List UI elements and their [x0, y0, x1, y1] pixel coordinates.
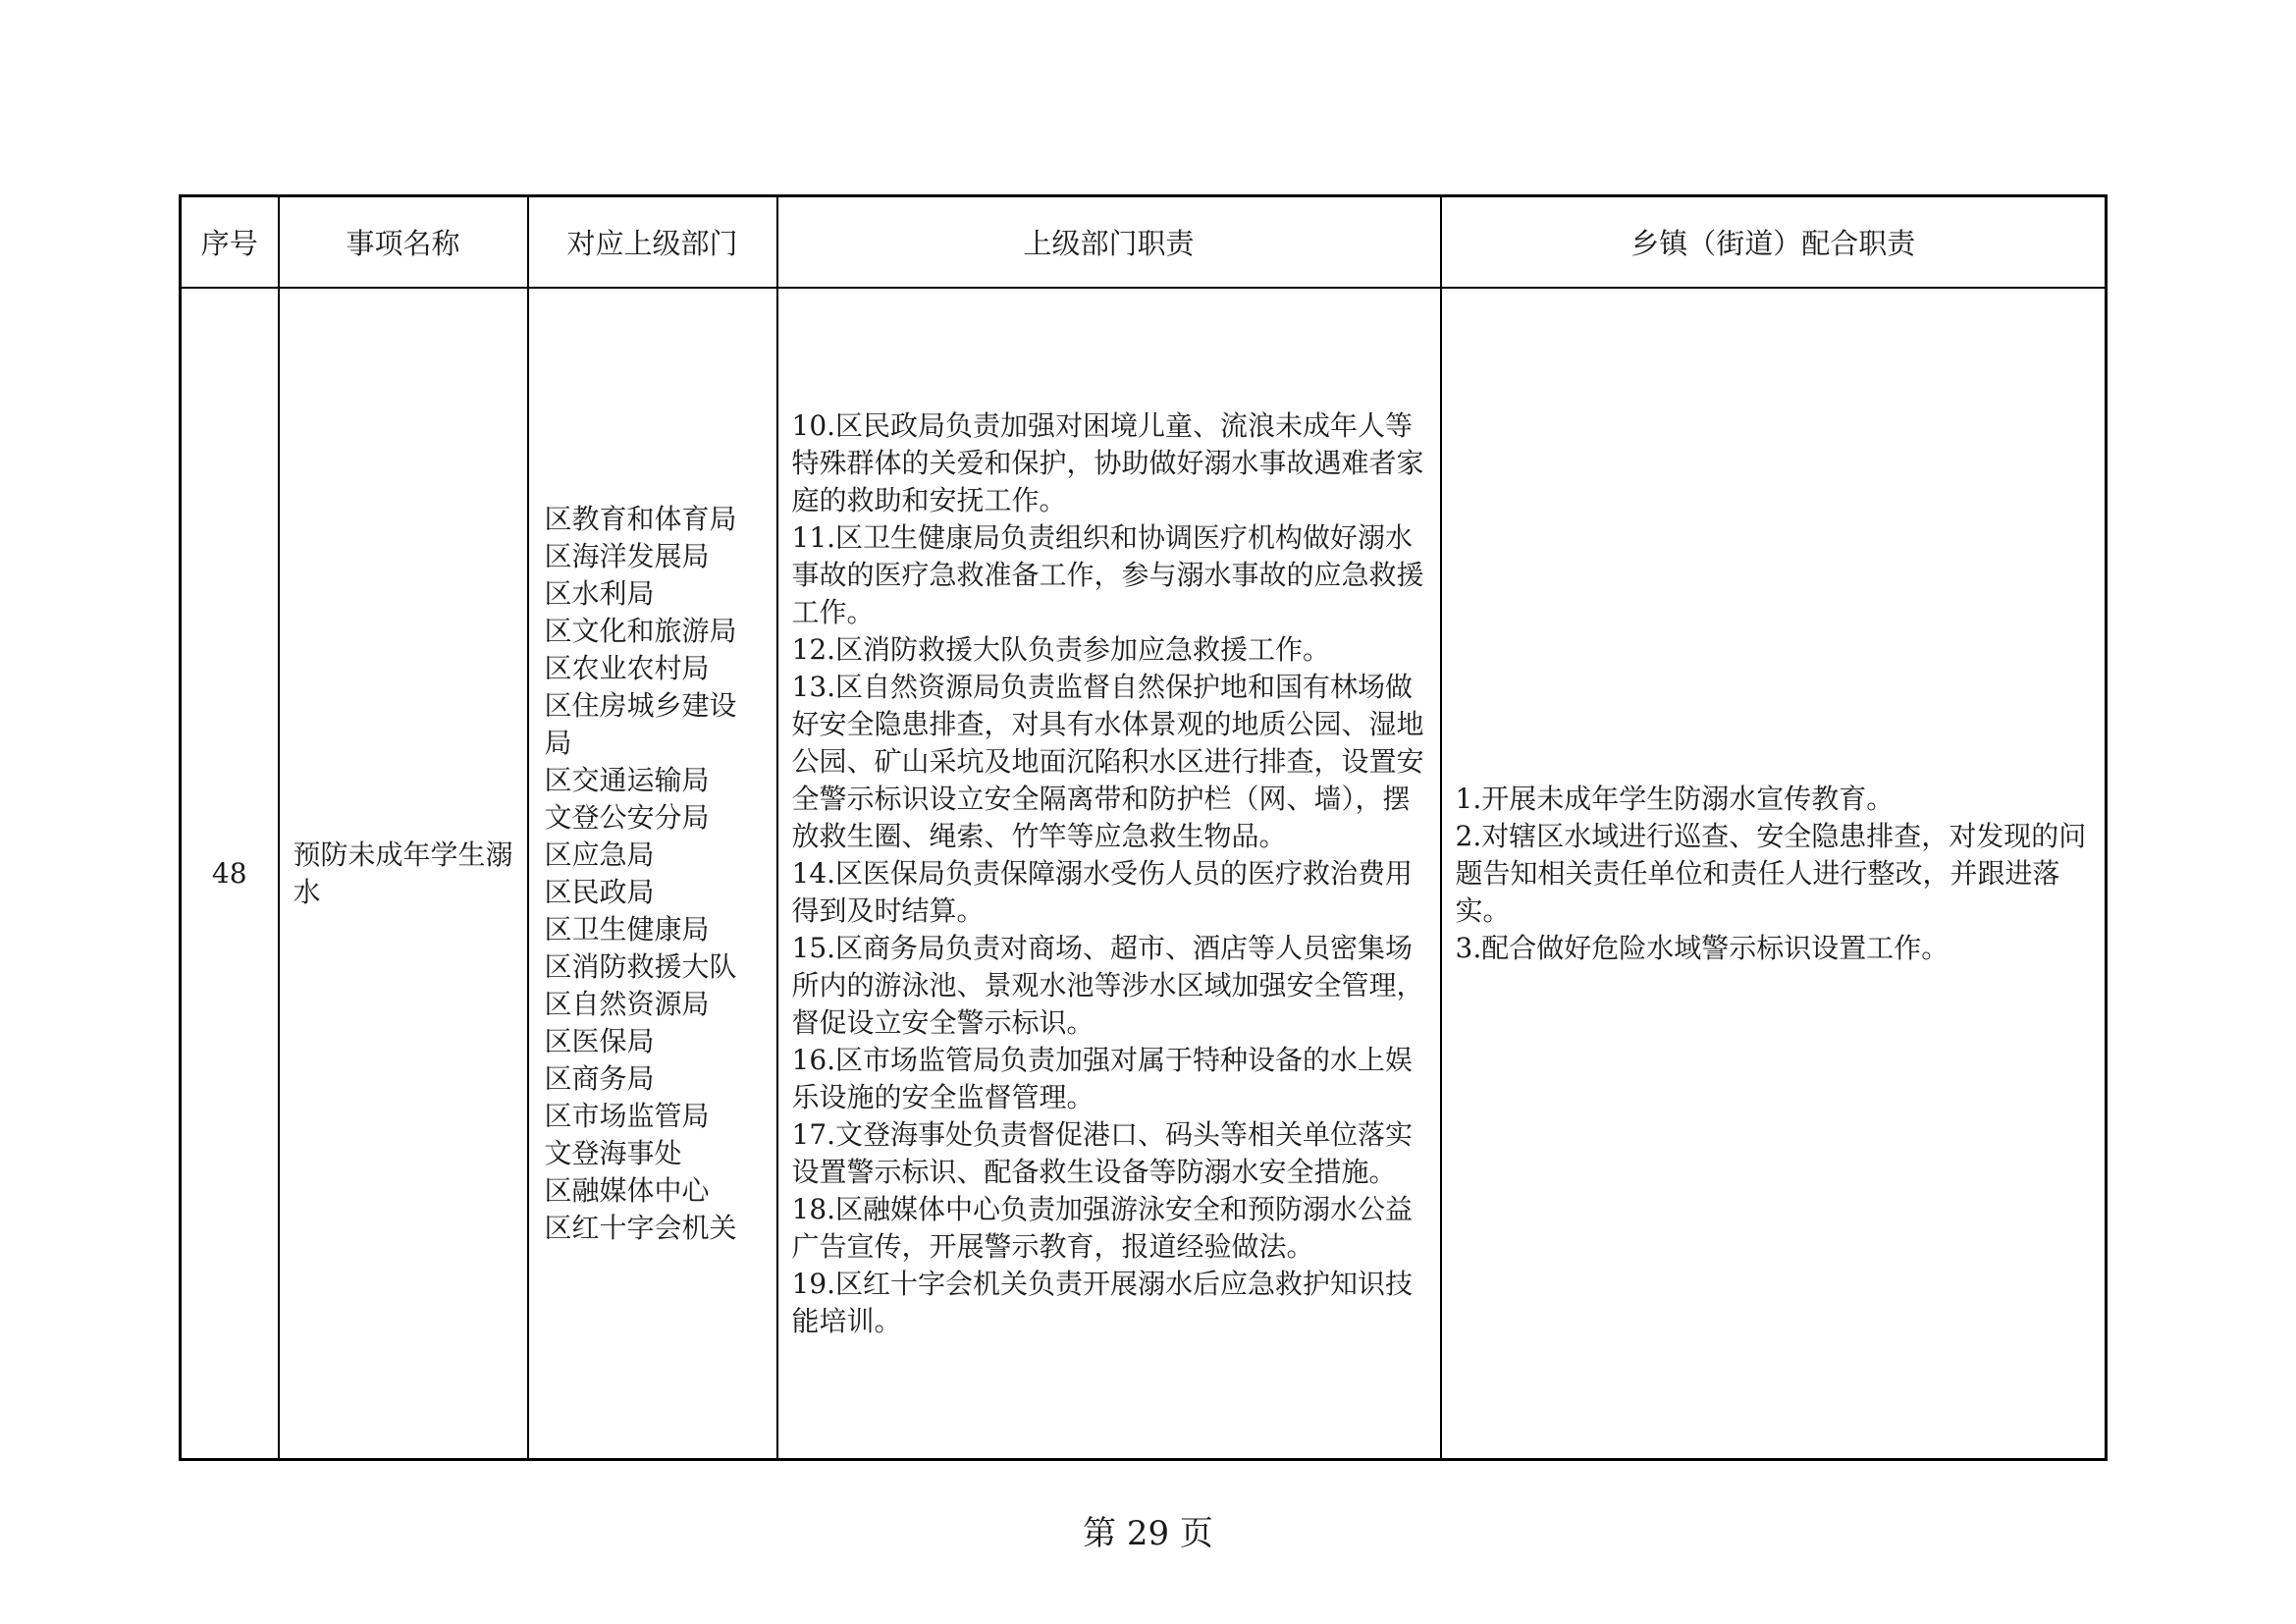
dept-line: 区海洋发展局 [544, 539, 710, 572]
dept-line: 区消防救援大队 [544, 949, 737, 983]
dept-line: 区水利局 [544, 576, 655, 610]
dept-line: 区住房城乡建设局 [544, 688, 737, 759]
row-upper-depts [528, 288, 777, 1460]
header-upper-dept: 对应上级部门 [528, 196, 777, 289]
dept-line: 区农业农村局 [544, 651, 710, 684]
dept-line: 区卫生健康局 [544, 912, 710, 946]
resp-paragraph: 12.区消防救援大队负责参加应急救援工作。 [791, 632, 1331, 666]
header-town-resp: 乡镇（街道）配合职责 [1441, 196, 2107, 289]
dept-line: 区文化和旅游局 [544, 614, 737, 647]
row-town-resp [1441, 288, 2107, 1460]
resp-paragraph: 17.文登海事处负责督促港口、码头等相关单位落实设置警示标识、配备救生设备等防溺水安全措施。 [791, 1117, 1414, 1188]
town-paragraph: 3.配合做好危险水域警示标识设置工作。 [1455, 931, 1949, 964]
dept-line: 区民政局 [544, 875, 655, 908]
header-seq: 序号 [181, 196, 279, 289]
row-item-name: 预防未成年学生溺水 [279, 288, 528, 1460]
dept-line: 区自然资源局 [544, 987, 710, 1020]
town-paragraph: 1.开展未成年学生防溺水宣传教育。 [1455, 782, 1895, 815]
dept-line: 区交通运输局 [544, 763, 710, 796]
table-header-row [181, 196, 2107, 289]
resp-paragraph: 11.区卫生健康局负责组织和协调医疗机构做好溺水事故的医疗急救准备工作，参与溺水事故的应急救援工作。 [791, 520, 1424, 628]
town-paragraph: 2.对辖区水域进行巡查、安全隐患排查，对发现的问题告知相关责任单位和责任人进行整改，并跟进落实。 [1455, 819, 2087, 927]
resp-paragraph: 13.区自然资源局负责监督自然保护地和国有林场做好安全隐患排查，对具有水体景观的地质公园、湿地公园、矿山采坑及地面沉陷积水区进行排查，设置安全警示标识设立安全隔离带和防护栏（网、墙），摆放救生圈、绳索、竹竿等应急救生物品。 [791, 670, 1424, 852]
dept-line: 区融媒体中心 [544, 1173, 710, 1207]
duty-table [179, 194, 2108, 1461]
dept-line: 区教育和体育局 [544, 502, 737, 535]
header-item-name: 事项名称 [279, 196, 528, 289]
table-row [181, 288, 2107, 1460]
header-upper-resp: 上级部门职责 [777, 196, 1441, 289]
dept-line: 区红十字会机关 [544, 1211, 737, 1244]
row-upper-resp [777, 288, 1441, 1460]
resp-paragraph: 18.区融媒体中心负责加强游泳安全和预防溺水公益广告宣传，开展警示教育，报道经验做法。 [791, 1192, 1414, 1263]
page-number: 第 29 页 [1083, 1514, 1213, 1553]
dept-line: 文登公安分局 [544, 800, 710, 834]
dept-line: 区市场监管局 [544, 1099, 710, 1132]
resp-paragraph: 16.区市场监管局负责加强对属于特种设备的水上娱乐设施的安全监督管理。 [791, 1043, 1414, 1113]
dept-line: 区医保局 [544, 1024, 655, 1057]
resp-paragraph: 19.区红十字会机关负责开展溺水后应急救护知识技能培训。 [791, 1267, 1414, 1337]
dept-line: 文登海事处 [544, 1136, 682, 1169]
resp-paragraph: 10.区民政局负责加强对困境儿童、流浪未成年人等特殊群体的关爱和保护，协助做好溺水事故遇难者家庭的救助和安抚工作。 [791, 408, 1424, 516]
resp-paragraph: 14.区医保局负责保障溺水受伤人员的医疗救治费用得到及时结算。 [791, 856, 1414, 927]
dept-line: 区商务局 [544, 1061, 655, 1095]
resp-paragraph: 15.区商务局负责对商场、超市、酒店等人员密集场所内的游泳池、景观水池等涉水区域加强安全管理，督促设立安全警示标识。 [791, 931, 1424, 1039]
row-seq: 48 [181, 288, 279, 1460]
dept-line: 区应急局 [544, 838, 655, 871]
